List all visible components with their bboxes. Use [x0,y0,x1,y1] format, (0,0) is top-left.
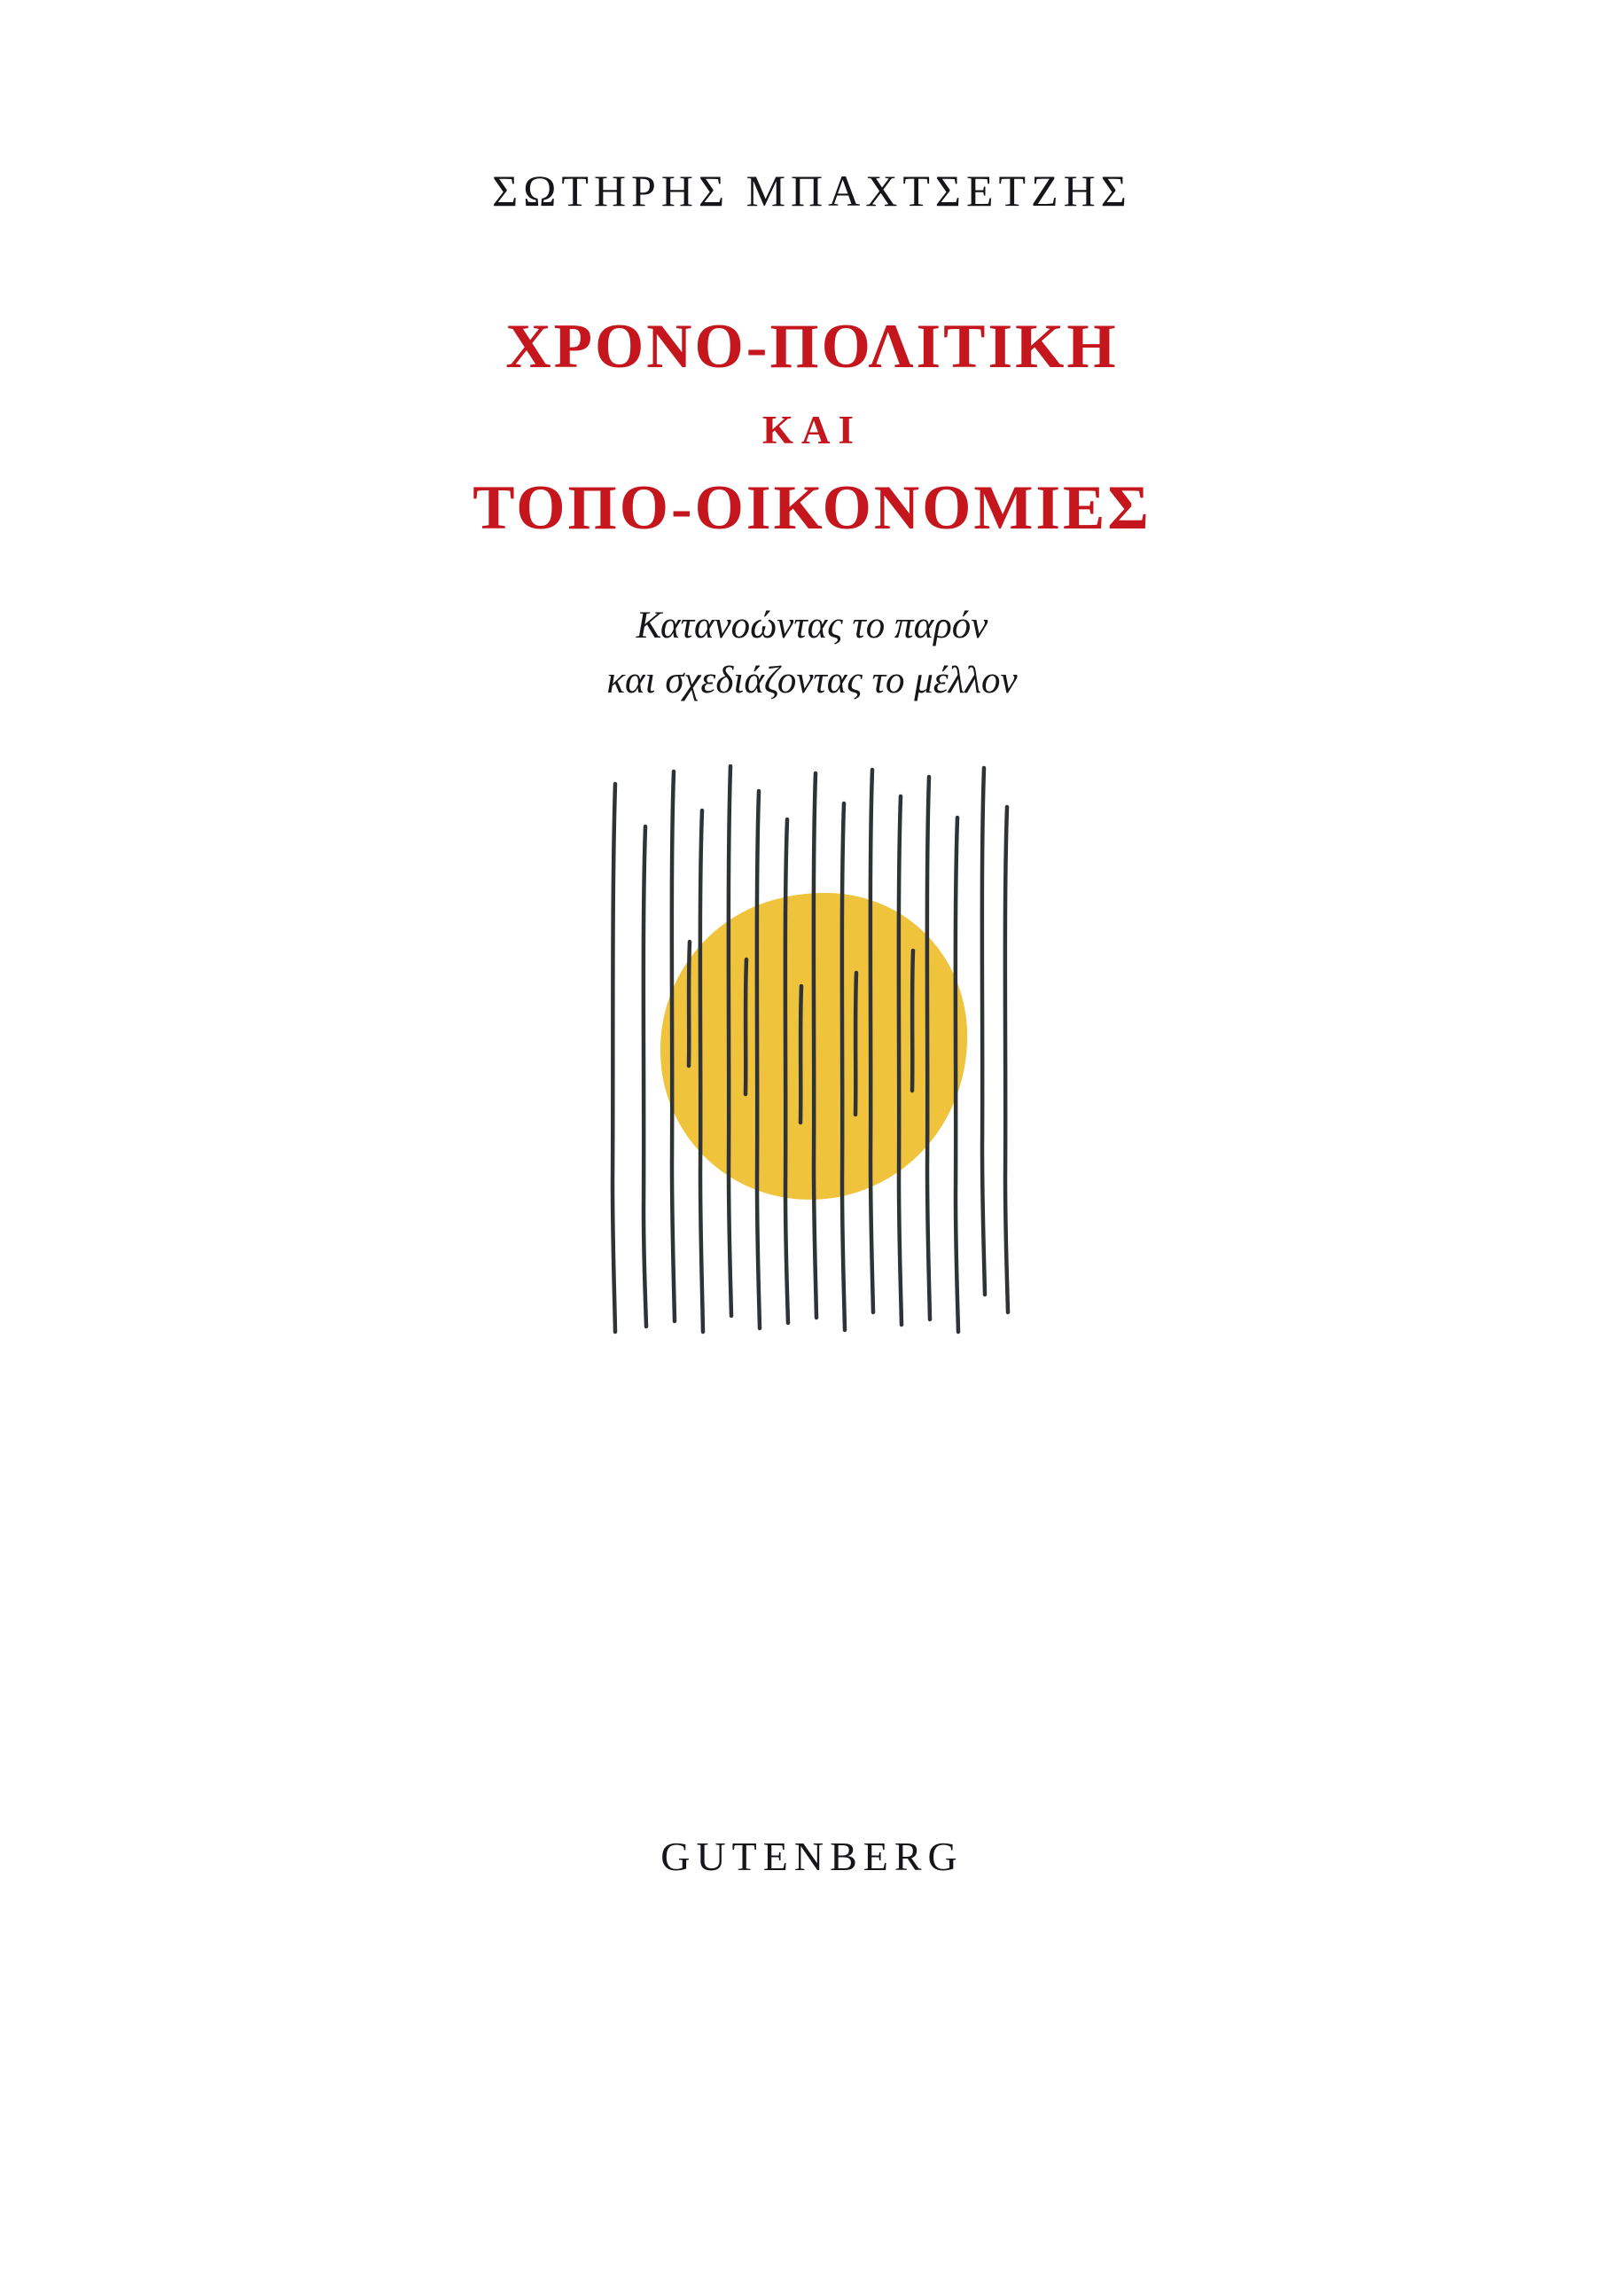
publisher-name: GUTENBERG [660,1834,964,1879]
sun-with-vertical-lines-illustration [564,764,1060,1385]
title-conjunction: ΚΑΙ [761,408,862,452]
subtitle-line-1: Κατανοώντας το παρόν [636,605,988,646]
author-name: ΣΩΤΗΡΗΣ ΜΠΑΧΤΣΕΤΖΗΣ [492,166,1132,215]
subtitle [606,599,1017,709]
subtitle-line-2: και σχεδιάζοντας το μέλλον [606,660,1018,702]
title-line-2: ΤΟΠΟ-ΟΙΚΟΝΟΜΙΕΣ [472,474,1152,543]
title-block [472,312,1152,543]
title-line-1: ΧΡΟΝΟ-ΠΟΛΙΤΙΚΗ [505,312,1119,381]
